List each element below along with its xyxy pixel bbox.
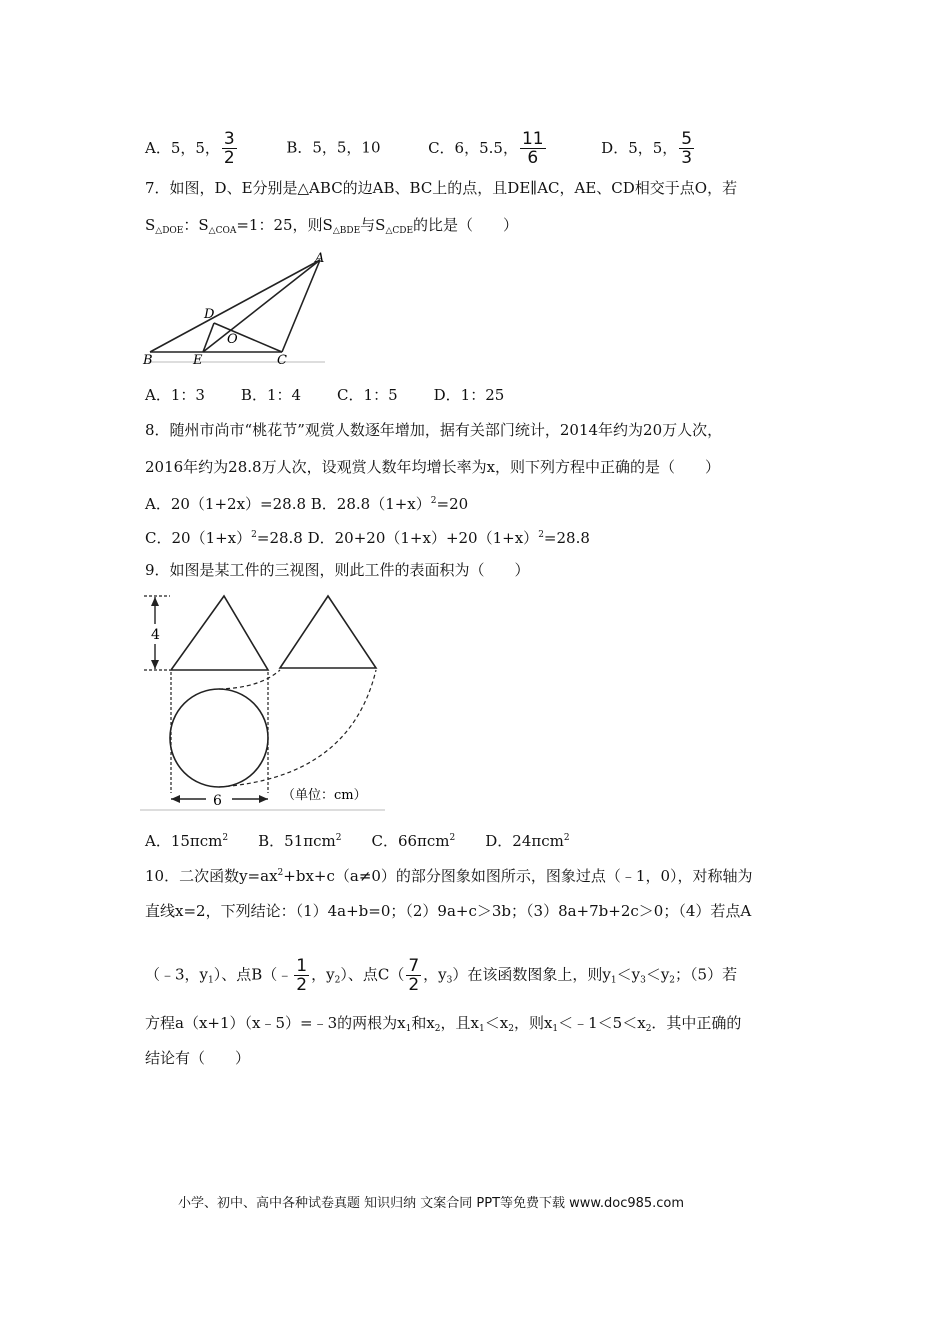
q9-option-c: C．66πcm$^2$	[371, 832, 456, 850]
q6-option-d: D．5，5， $\frac{5}{3}$	[601, 129, 693, 168]
q8-stem-line1: 8．随州市尚市“桃花节”观赏人数逐年增加，据有关部门统计，2014年约为20万人次，	[145, 421, 723, 439]
q9-options-row	[145, 828, 570, 851]
q9-stem: 9．如图是某工件的三视图，则此工件的表面积为（ ）	[145, 561, 530, 579]
q6-options-row	[145, 130, 696, 167]
arrow-right-icon	[259, 795, 268, 803]
label-a: A	[315, 251, 325, 266]
q9-option-a: A．15πcm$^2$	[145, 832, 229, 850]
arrow-up-icon	[151, 597, 159, 606]
q7-option-d: D．1：25	[433, 386, 505, 404]
label-c: C	[277, 353, 287, 368]
arrow-down-icon	[151, 660, 159, 669]
front-view-triangle	[171, 596, 268, 670]
side-view-triangle	[280, 596, 376, 668]
q9-option-b: B．51πcm$^2$	[258, 832, 342, 850]
top-view-circle	[170, 689, 268, 787]
unit-label: （单位：cm）	[282, 788, 367, 803]
label-d: D	[204, 307, 215, 322]
label-o: O	[227, 332, 238, 347]
page-footer: 小学、初中、高中各种试卷真题 知识归纳 文案合同 PPT等免费下载 www.doc985.com	[178, 1196, 685, 1211]
q8-options-cd: C．$20(1+x)^2=28.8$ D．$20+20(1+x)+20(1+x)^2=28.8$	[145, 529, 590, 547]
q7-option-b: B．1：4	[240, 386, 302, 404]
arrow-left-icon	[171, 795, 180, 803]
projection-arc-inner	[219, 670, 280, 689]
q10-stem-line2: 直线x=2，下列结论：（1）4a+b=0；（2）9a+c＞3b；（3）8a+7b+2c＞0；（4）若点A	[145, 902, 752, 920]
label-e: E	[193, 353, 203, 368]
segment-ca	[282, 260, 320, 352]
q7-option-c: C．1：5	[337, 386, 398, 404]
segment-cd	[214, 323, 282, 352]
q6-option-b: B．5，5，10	[286, 138, 381, 157]
q6-option-c: C．6，5.5， $\frac{11}{6}$	[428, 129, 544, 168]
q8-stem-line2: 2016年约为28.8万人次，设观赏人数年均增长率为x，则下列方程中正确的是（ ）	[145, 458, 721, 476]
q7-triangle-figure	[140, 248, 330, 368]
dim-height-label: 4	[151, 627, 160, 643]
segment-ae	[203, 260, 320, 352]
q7-stem-line1: 7．如图，D、E分别是△ABC的边AB、BC上的点，且DE∥AC，AE、CD相交于点O，若	[145, 179, 738, 197]
q9-three-view-figure	[140, 588, 390, 813]
q8-options-ab: A．20（1+2x）=28.8 B．$28.8(1+x)^2=20$	[145, 495, 469, 513]
q7-option-a: A．1：3	[145, 386, 205, 404]
q10-stem-line5: 结论有（ ）	[145, 1049, 251, 1067]
q10-stem-line1: 10．二次函数$y=ax^2+bx+c(a\ne 0)$的部分图象如图所示，图象过点（﹣1，0），对称轴为	[145, 867, 753, 885]
projection-arc-outer	[219, 670, 376, 787]
q7-stem-line2: $S_{\triangle DOE}$：$S_{\triangle COA}=1$：25，则$S_{\triangle BDE}$与$S_{\triangle CDE}$的比是（ ）	[145, 216, 519, 236]
q10-stem-line3: （﹣3，$y_1$）、点B（﹣ $\frac{1}{2}$ ，$y_2$）、点C（ $\frac{7}{2}$ ，$y_3$）在该函数图象上，则$y_1<y_3<y_2$；（5）若	[145, 956, 738, 995]
q6-option-a: A．5，5， $\frac{3}{2}$	[145, 129, 235, 168]
q10-stem-line4: 方程a（x+1）（x﹣5）=﹣3的两根为$x_1$和$x_2$，且$x_1<x_2$，则$x_1<﹣1<5<x_2$．其中正确的	[145, 1014, 742, 1034]
q7-options-row	[145, 385, 504, 405]
q9-option-d: D．24πcm$^2$	[485, 832, 570, 850]
dim-width-label: 6	[213, 793, 222, 809]
label-b: B	[143, 353, 153, 368]
